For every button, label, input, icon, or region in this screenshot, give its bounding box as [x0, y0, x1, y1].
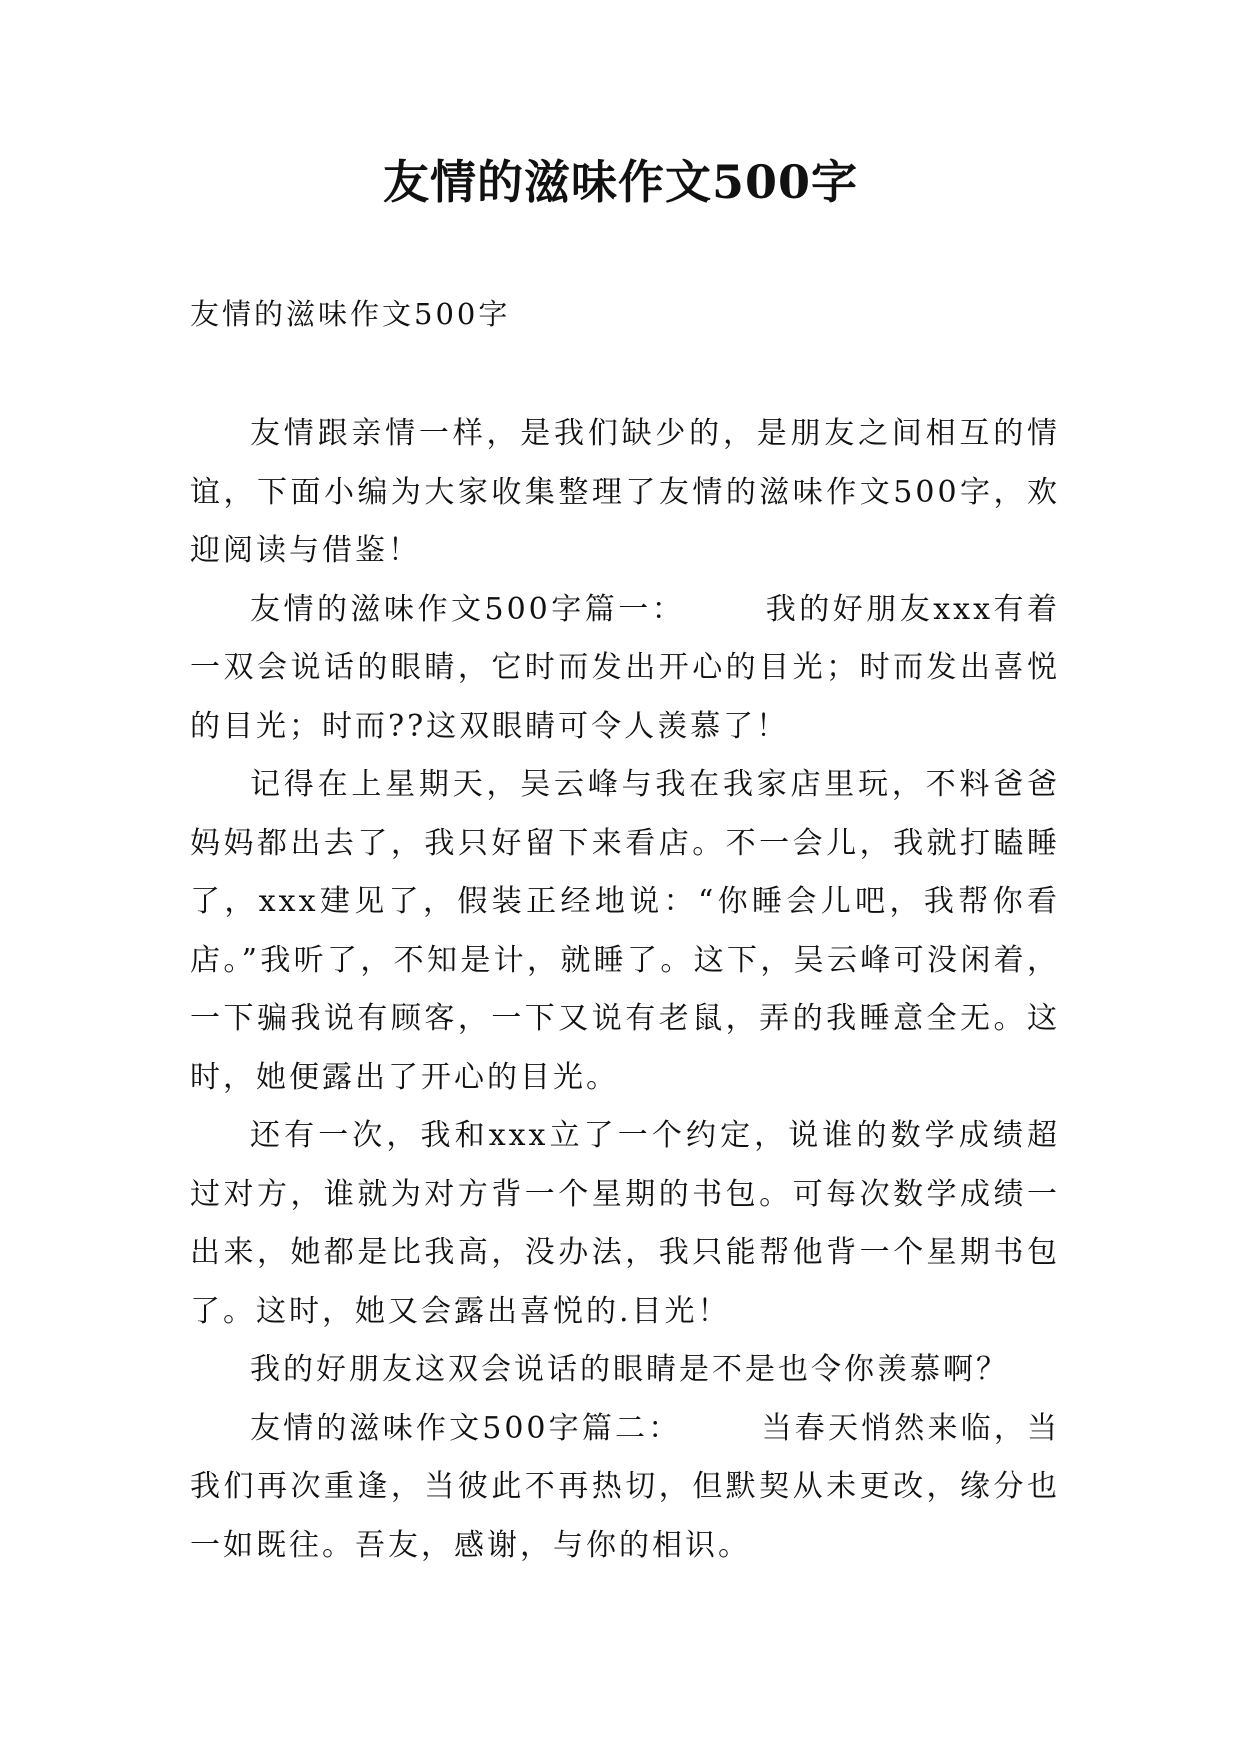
paragraph-text: 记得在上星期天，吴云峰与我在我家店里玩，不料爸爸妈妈都出去了，我只好留下来看店。不一会儿，我就打瞌睡了，xxx建见了，假装正经地说：“你睡会儿吧，我帮你看店。”我听了，不知是计，就睡了。这下，吴云峰可没闲着，一下骗我说有顾客，一下又说有老鼠，弄的我睡意全无。这时，她便露出了开心的目光。	[190, 767, 1060, 1095]
paragraph-text: 还有一次，我和xxx立了一个约定，说谁的数学成绩超过对方，谁就为对方背一个星期的书包。可每次数学成绩一出来，她都是比我高，没办法，我只能帮他背一个星期书包了。这时，她又会露出喜悦的.目光！	[190, 1118, 1060, 1329]
paragraph-promise	[190, 1107, 1060, 1341]
section-heading: 友情的滋味作文500字篇一：	[250, 591, 686, 627]
document-title: 友情的滋味作文500字	[382, 155, 859, 209]
paragraph-text: 我的好朋友这双会说话的眼睛是不是也令你羡慕啊？	[250, 1352, 1009, 1387]
paragraph-essay-two	[190, 1400, 1060, 1576]
document-body	[190, 405, 1060, 1575]
paragraph-text: 友情跟亲情一样，是我们缺少的，是朋友之间相互的情谊，下面小编为大家收集整理了友情的滋味作文500字，欢迎阅读与借鉴！	[190, 416, 1060, 568]
paragraph-text: 我的好朋友xxx有着一双会说话的眼睛，它时而发出开心的目光；时而发出喜悦的目光；时而??这双眼睛可令人羡慕了！	[190, 591, 1060, 744]
section-heading: 友情的滋味作文500字篇二：	[250, 1410, 682, 1446]
paragraph-text: 当春天悄然来临，当我们再次重逢，当彼此不再热切，但默契从未更改，缘分也一如既往。吾友，感谢，与你的相识。	[190, 1410, 1061, 1563]
paragraph-essay-one	[190, 581, 1060, 757]
document-subtitle: 友情的滋味作文500字	[190, 297, 511, 331]
paragraph-question	[190, 1341, 1060, 1400]
paragraph-story	[190, 756, 1060, 1107]
paragraph-intro	[190, 405, 1060, 581]
